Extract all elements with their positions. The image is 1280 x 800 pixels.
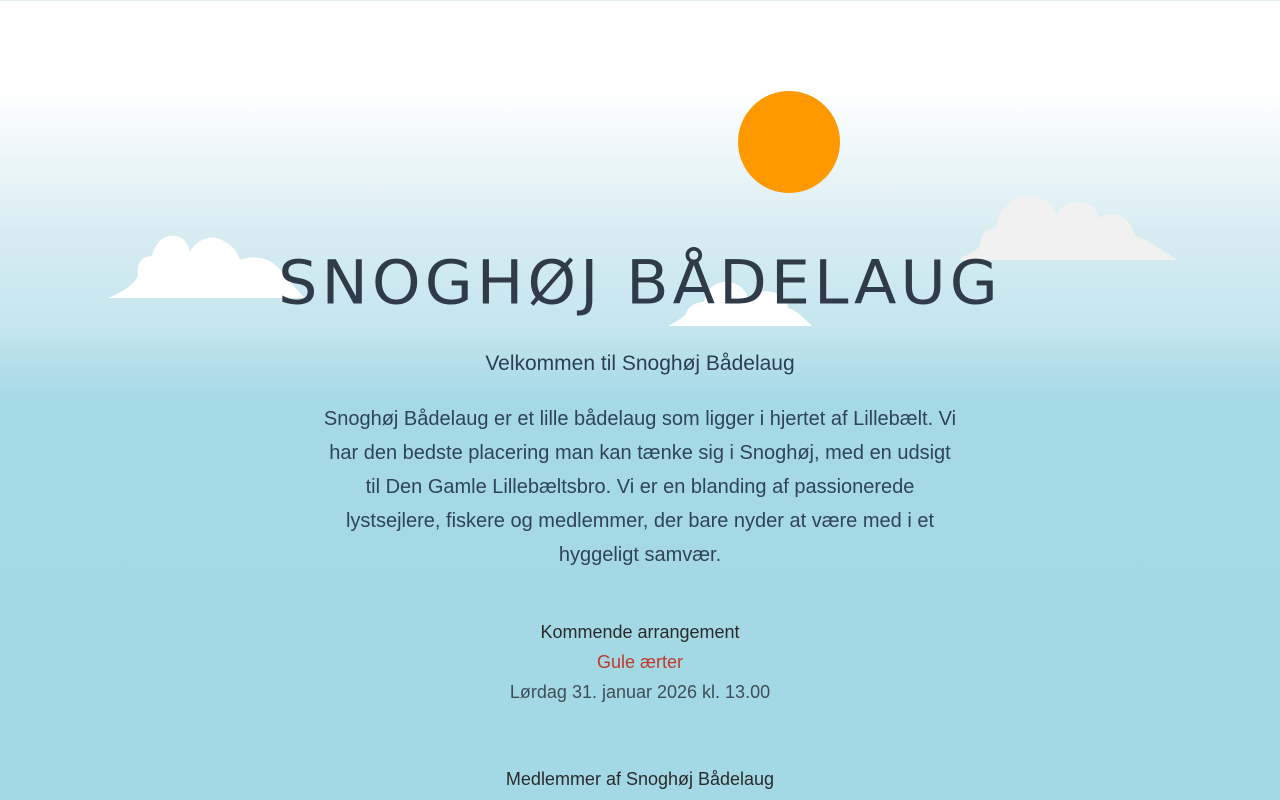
welcome-heading: Velkommen til Snoghøj Bådelaug: [485, 352, 795, 375]
intro-text: Snoghøj Bådelaug er et lille bådelaug som ligger i hjertet af Lillebælt. Vi har den bedste placering man kan tænke sig i Snoghøj, med en udsigt til Den Gamle Lillebæltsbro. Vi er en blanding af passionerede lystsejlere, fiskere og medlemmer, der bare nyder at være med i et hyggeligt samvær.: [323, 408, 957, 566]
top-border: [0, 0, 1280, 1]
sun-icon: [738, 91, 840, 193]
members-heading: Medlemmer af Snoghøj Bådelaug: [505, 769, 775, 789]
event-link[interactable]: Gule ærter: [596, 652, 684, 672]
event-date: Lørdag 31. januar 2026 kl. 13.00: [509, 682, 771, 702]
site-title: SNOGHØJ BÅDELAUG: [278, 246, 1002, 319]
events-heading: Kommende arrangement: [540, 622, 740, 642]
